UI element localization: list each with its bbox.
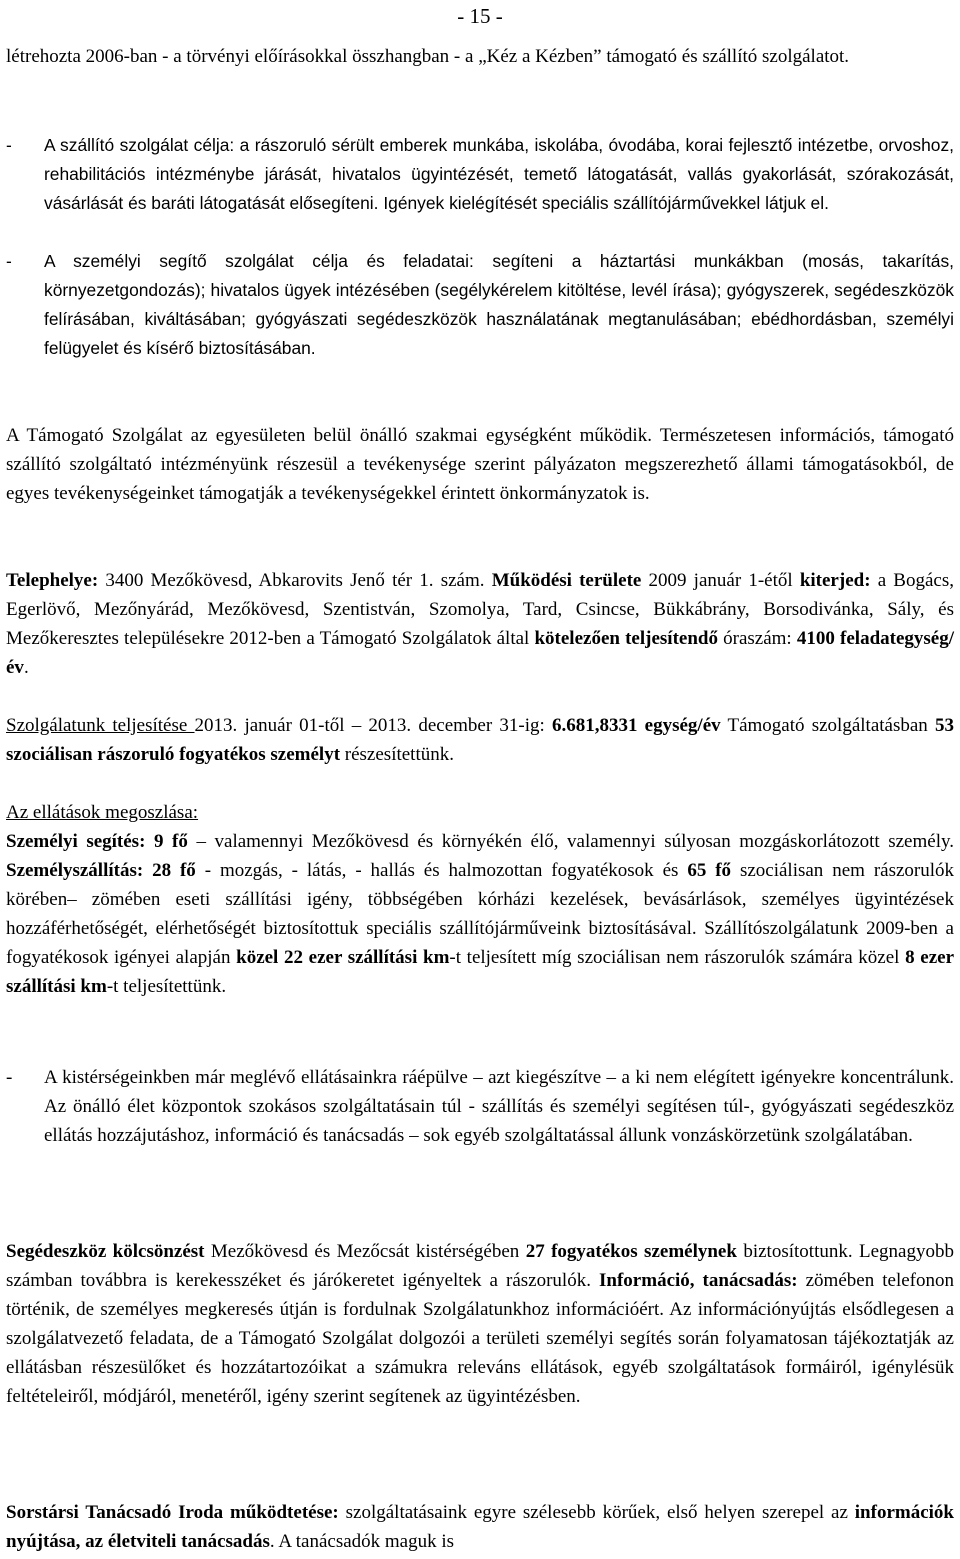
bullet-transport-text: A szállító szolgálat célja: a rászoruló sérült emberek munkába, iskolába, óvodába, korai fejlesztő intézetbe, orvoshoz, rehabilitációs intézménybe járását, hivatalos ügyintézését, temető látogatását, vallás gyakorlását, szórakozását, vásárlását és baráti látogatását elősegíteni. Igények kielégítését speciális szállítójárművekkel látjuk el.: [44, 135, 954, 213]
bullet-dash: -: [6, 1067, 13, 1088]
distribution-text: -t teljesítettünk.: [106, 976, 227, 997]
bullet-regional-text: A kistérségeinkben már meglévő ellátásainkra ráépülve – azt kiegészítve – a ki nem elégített igényekre koncentrálunk. Az önálló élet központok szokásos szolgáltatásain túl - szállítás és személyi segítésen túl-, gyógyászati segédeszköz ellátás hozzájutáshoz, információ és tanácsadás – sok egyéb szolgáltatással állunk vonzáskörzetünk szolgálatában.: [44, 1067, 954, 1146]
equipment-text: zömében telefonon történik, de személyes megkeresés útján is fordulnak Szolgálatunkhoz információért. Az információnyújtás elsődlegesen a szolgálatvezető feladata, de a Támogató Szolgálat dolgozói a területi személyi segítés során folyamatosan tájékoztatják az ellátásban részesülőket és hozzátartozóikat a számukra releváns ellátások, egyéb szolgáltatások formáiról, igénylésük feltételeiről, módjáról, menetéről, igény szerint segítenek az ügyintézésben.: [6, 1270, 954, 1407]
bullet-personal-help-text: A személyi segítő szolgálat célja és feladatai: segíteni a háztartási munkákban (mosás, takarítás, környezetgondozás); hivatalos ügyek intézésében (segélykérelem kitöltése, levél írása); gyógyszerek, segédeszközök felírásában, kiváltásában; gyógyászati segédeszközök használatának megtanulásában; ebédhordásban, személyi felügyelet és kísérő biztosításában.: [44, 251, 954, 358]
performance-period: 2013. január 01-től – 2013. december 31-ig:: [194, 715, 552, 736]
distribution-paragraph: [6, 798, 954, 1001]
bullet-dash: -: [6, 251, 12, 271]
peer-office-info: információk nyújtása, az életviteli tanácsadás: [6, 1502, 954, 1552]
site-text: .: [23, 657, 29, 678]
site-address: 3400 Mezőkövesd, Abkarovits Jenő tér 1. szám.: [98, 570, 492, 591]
transport-count: Személyszállítás: 28 fő: [6, 860, 196, 881]
distribution-text: -t teljesített míg szociálisan nem rászorulók számára közel: [449, 947, 906, 968]
bullet-personal-help: [6, 247, 954, 363]
peer-office-label: Sorstársi Tanácsadó Iroda működtetése:: [6, 1502, 339, 1523]
equipment-paragraph: [6, 1237, 954, 1411]
peer-office-text: . A tanácsadók maguk is: [269, 1531, 455, 1552]
distribution-title: Az ellátások megoszlása:: [6, 802, 199, 823]
equipment-text: Mezőkövesd és Mezőcsát kistérségében: [204, 1241, 526, 1262]
bullet-dash: -: [6, 135, 12, 155]
performance-text: részesítettünk.: [340, 744, 454, 765]
info-label: Információ, tanácsadás:: [599, 1270, 798, 1291]
intro-paragraph: létrehozta 2006-ban - a törvényi előírásokkal összhangban - a „Kéz a Kézben” támogató és szállító szolgálatot.: [6, 46, 850, 67]
site-text: a Bogács, Egerlövő, Mezőnyárád, Mezőkövesd, Szentistván, Szomolya, Tard, Csincse, Bükkábrány, Borsodivánka, Sály, és Mezőkeresztes településekre 2012-ben a Támogató Szolgálatok által: [6, 570, 954, 649]
hours-value: 4100 feladategység/év: [6, 628, 955, 678]
performance-value: 6.681,8331 egység/év: [551, 715, 721, 736]
equipment-persons: 27 fogyatékos személynek: [525, 1241, 737, 1262]
bullet-transport: [6, 131, 954, 218]
site-text: óraszám:: [717, 628, 797, 649]
equipment-text: biztosítottunk. Legnagyobb számban továbbra is kerekesszéket és járókeretet igényeltek a rászorulók.: [6, 1241, 954, 1291]
km-22k: közel 22 ezer szállítási km: [236, 947, 450, 968]
persons-count: 53 szociálisan rászoruló fogyatékos személyt: [6, 715, 954, 765]
performance-label: Szolgálatunk teljesítése: [6, 715, 195, 736]
distribution-text: - mozgás, - látás, - hallás és halmozottan fogyatékosok és: [195, 860, 688, 881]
performance-paragraph: [6, 711, 954, 769]
bullet-regional: [6, 1063, 954, 1150]
page-number: - 15 -: [457, 4, 503, 28]
support-service-paragraph: A Támogató Szolgálat az egyesületen belül önálló szakmai egységként működik. Természetesen információs, támogató szállító szolgáltató intézményünk részesül a tevékenysége szerint pályázaton megszerezhető állami támogatásokból, de egyes tevékenységeinket támogatják a tevékenységekkel érintett önkormányzatok is.: [6, 425, 954, 504]
distribution-text: – valamennyi Mezőkövesd és környékén élő, valamennyi súlyosan mozgáskorlátozott személy.: [187, 831, 954, 852]
operating-area-label: Működési területe: [491, 570, 642, 591]
site-text: 2009 január 1-étől: [641, 570, 800, 591]
extends-label: kiterjed:: [799, 570, 871, 591]
equipment-label: Segédeszköz kölcsönzést: [6, 1241, 205, 1262]
nonneedy-count: 65 fő: [687, 860, 732, 881]
km-8k: 8 ezer szállítási km: [6, 947, 954, 997]
mandatory-label: kötelezően teljesítendő: [534, 628, 718, 649]
distribution-text: szociálisan nem rászorulók körében– zömében eseti szállítási igény, többségében kórházi kezelések, bevásárlások, személyes ügyintézések hozzáférhetőségét, elérhetőségét biztosítottuk speciális szállítójárműveink biztosításával. Szállítószolgálatunk 2009-ben a fogyatékosok igényei alapján: [6, 860, 955, 968]
peer-office-text: szolgáltatásaink egyre szélesebb körűek, első helyen szerepel az: [338, 1502, 855, 1523]
site-paragraph: [6, 566, 954, 682]
peer-office-paragraph: [6, 1498, 954, 1556]
site-label: Telephelye:: [6, 570, 99, 591]
personal-help-count: Személyi segítés: 9 fő: [6, 831, 188, 852]
performance-text: Támogató szolgáltatásban: [720, 715, 935, 736]
